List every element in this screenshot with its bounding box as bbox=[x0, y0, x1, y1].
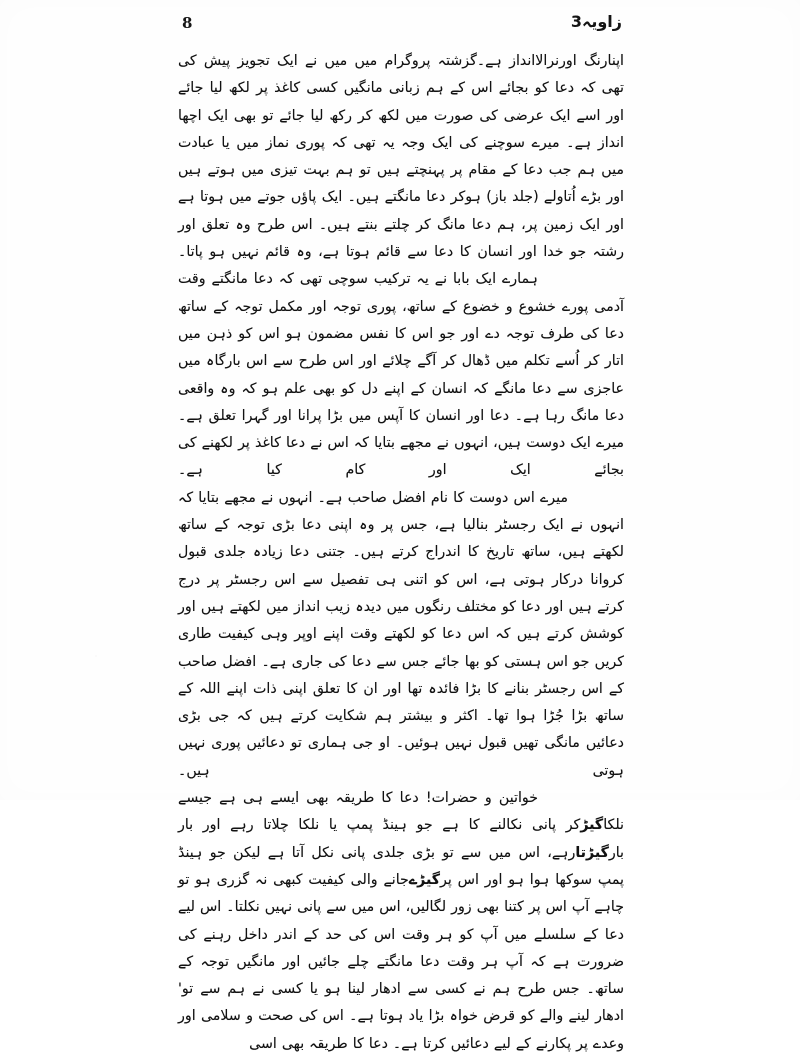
paragraph-2: ہمارے ایک بابا نے یہ ترکیب سوچی تھی کہ دعا مانگتے وقت آدمی پورے خشوع و خضوع کے ساتھ، پوری توجہ اور مکمل توجہ کے ساتھ دعا کی طرف توجہ دے اور جو اس کا نفس مضمون ہو اس کو ذہن میں اتار کر اُسے تکلم میں ڈھال کر آگے چلائے اور اس طرح سے اس بارگاہ میں عاجزی سے دعا مانگے کہ انسان کے اپنے دل کو بھی علم ہو کہ وہ واقعی دعا مانگ رہا ہے۔ دعا اور انسان کا آپس میں بڑا پرانا اور گہرا تعلق ہے۔ میرے ایک دوست ہیں، انہوں نے مجھے بتایا کہ اس نے دعا کاغذ پر لکھنے کی بجائے ایک اور کام کیا ہے۔ bbox=[178, 271, 624, 479]
page-number: 8 bbox=[182, 14, 193, 32]
paragraph-1: اپنارنگ اورنرالاانداز ہے۔گزشتہ پروگرام میں میں نے ایک تجویز پیش کی تھی کہ دعا کو بجائے اس کے ہم زبانی مانگیں کسی کاغذ پر لکھ لیا جائے اور اسے ایک عرضی کی صورت میں لکھ کر رکھ لیا جائے تو بھی ایک اچھا انداز ہے۔ میرے سوچنے کی ایک وجہ یہ تھی کہ پوری نماز میں یا عبادت میں ہم جب دعا کے مقام پر پہنچتے ہیں تو ہم بہت تیزی میں ہوتے ہیں اور بڑے اُتاولے (جلد باز) ہوکر دعا مانگتے ہیں۔ ایک پاؤں جوتے میں ہوتا ہے اور ایک زمین پر، ہم دعا مانگ کر چلتے بنتے ہیں۔ اس طرح وہ تعلق اور رشتہ جو خدا اور انسان کا دعا سے قائم ہوتا ہے، وہ قائم نہیں ہو پاتا۔ bbox=[178, 53, 624, 261]
paragraph-4 bbox=[178, 785, 624, 1058]
quoted-term-geerta: گیڑتا bbox=[575, 844, 609, 861]
running-header bbox=[178, 10, 624, 44]
paragraph-4-segment-4: جانے والی کیفیت کبھی نہ گزری ہو تو چاہے آپ اس پر کتنا بھی زور لگالیں، اس میں سے پانی نہیں نکلتا۔ اس لیے دعا کے سلسلے میں آپ کو ہر وقت اس کی حد کے اندر داخل رہنے کی ضرورت ہے کہ آپ ہر وقت دعا مانگتے چلے جائیں اور مانگیں توجہ کے ساتھ۔ جس طرح ہم نے کسی سے ادھار لینا ہو یا کسی نے ہم سے تو' ادھار لینے والے کو قرض خواہ بڑا یاد ہوتا ہے۔ اس کی صحت و سلامی اور وعدے پر پکارنے کے لیے دعائیں کرتا ہے۔ دعا کا طریقہ بھی اسی bbox=[178, 871, 624, 1052]
paragraph-3: میرے اس دوست کا نام افضل صاحب ہے۔ انہوں نے مجھے بتایا کہ انہوں نے ایک رجسٹر بنالیا ہے، جس پر وہ اپنی دعا بڑی توجہ کے ساتھ لکھتے ہیں، ساتھ تاریخ کا اندراج کرتے ہیں۔ جتنی دعا زیادہ جلدی قبول کروانا درکار ہوتی ہے، اس کو اتنی ہی تفصیل سے اس رجسٹر پر درج کرتے ہیں اور دعا کو مختلف رنگوں میں دیدہ زیب انداز میں لکھتے ہیں اور کوشش کرتے ہیں کہ اس دعا کو لکھتے وقت اپنے اوپر وہی کیفیت طاری کریں جو اس ہستی کو بھا جائے جس سے دعا کی جاری ہے۔ افضل صاحب کے اس رجسٹر بنانے کا بڑا فائدہ تھا اور ان کا تعلق اپنی ذات اپنے اللہ کے ساتھ بڑا جُڑا ہوا تھا۔ اکثر و بیشتر ہم شکایت کرتے ہیں کہ جی بڑی دعائیں مانگی تھیں قبول نہیں ہوئیں۔ او جی ہماری تو دعائیں پوری نہیں ہوتی ہیں۔ bbox=[178, 489, 624, 779]
paragraph-4-segment-3: رہے، اس میں سے تو بڑی جلدی پانی نکل آتا ہے لیکن جو ہینڈ پمپ سوکھا ہوا ہو اور اس پر bbox=[178, 844, 624, 888]
book-title-header: زاویہ3 bbox=[570, 12, 622, 31]
quoted-term-geere: گیڑے bbox=[408, 871, 441, 888]
paragraph-4-segment-1: خواتین و حضرات! دعا کا طریقہ بھی ایسے ہی ہے جیسے نلکا bbox=[178, 790, 624, 834]
paragraph-4-segment-2: کر پانی نکالنے کا ہے جو ہینڈ پمپ یا نلکا چلاتا رہے اور بار بار bbox=[178, 817, 624, 861]
body-text-block bbox=[178, 48, 624, 1058]
quoted-term-geer: گیڑ bbox=[580, 817, 604, 834]
page-content-area bbox=[178, 10, 624, 1052]
